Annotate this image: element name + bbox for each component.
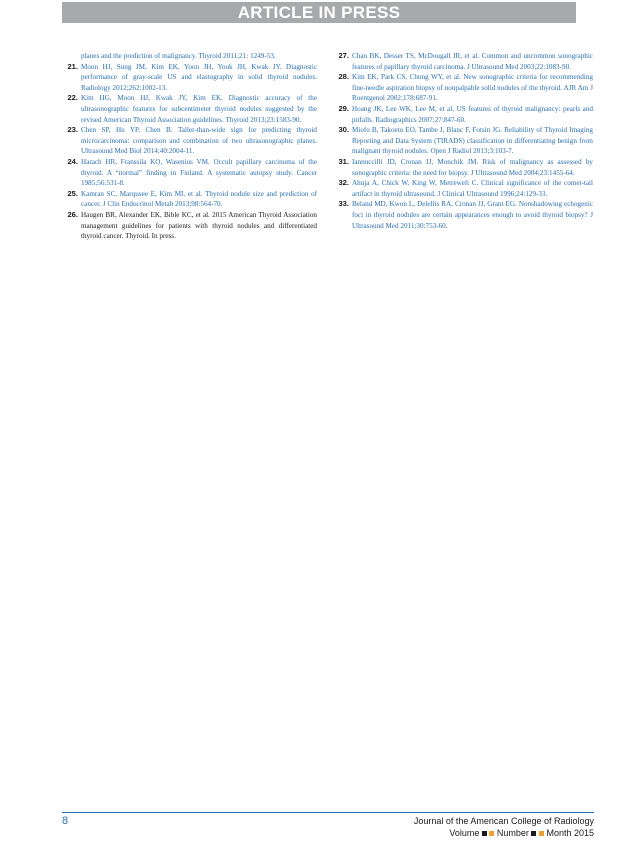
reference-link[interactable]: Kim EK, Park CS, Chung WY, et al. New sonographic criteria for recommending fine-needle aspiration biopsy of nonpalpable solid nodules of the thyroid. AJR Am J Roentgenol 2002;178:687-91.	[352, 73, 593, 103]
issue-line	[414, 827, 594, 839]
reference-link[interactable]: Moon HJ, Sung JM, Kim EK, Yoon JH, Youk JH, Kwak JY. Diagnostic performance of gray-scale US and elastography in solid thyroid nodules. Radiology 2012;262:1002-13.	[81, 62, 317, 92]
reference-number: 24.	[67, 156, 78, 166]
reference-number: 27.	[338, 51, 349, 60]
reference-item	[333, 199, 593, 231]
reference-number: 32.	[338, 178, 349, 188]
reference-item	[62, 62, 317, 94]
reference-link[interactable]: Harach HR, Franssila KO, Wasenius VM. Occult papillary carcinoma of the thyroid. A “normal” finding in Finland. A systematic autopsy study. Cancer 1985;56:531-8.	[81, 157, 317, 188]
reference-link[interactable]: Hoang JK, Lee WK, Lee M, et al. US features of thyroid malignancy: pearls and pitfalls. Radiographics 2007;27:847-60.	[352, 104, 593, 124]
reference-item	[62, 189, 317, 210]
reference-link[interactable]: Beland MD, Kwon L, Delellis RA, Cronan JJ, Grant EG. Nonshadowing echogenic foci in thyroid nodules are certain appearances enough to avoid thyroid biopsy? J Ultrasound Med 2011;30:753-60.	[352, 200, 593, 230]
reference-item	[333, 157, 593, 178]
journal-info	[414, 815, 594, 839]
page-number: 8	[62, 815, 69, 827]
reference-item	[62, 93, 317, 125]
reference-number: 30.	[338, 125, 349, 135]
volume-label: Volume	[449, 828, 480, 838]
reference-number: 21.	[67, 61, 78, 71]
reference-link[interactable]: Chan BK, Desser TS, McDougall IR, et al. Common and uncommon sonographic features of papillary thyroid carcinoma. J Ultrasound Med 2003;22:1083-90.	[352, 52, 593, 71]
reference-number: 31.	[338, 156, 349, 166]
article-in-press-banner: ARTICLE IN PRESS	[62, 2, 576, 23]
reference-item	[333, 125, 593, 157]
reference-number: 23.	[67, 125, 78, 135]
reference-item	[333, 178, 593, 199]
reference-number: 29.	[338, 103, 349, 113]
reference-continuation	[62, 51, 317, 62]
reference-number: 25.	[67, 188, 78, 198]
reference-item	[333, 104, 593, 125]
references-left-column	[62, 51, 317, 242]
reference-item	[333, 72, 593, 104]
placeholder-square-icon	[489, 831, 494, 836]
placeholder-square-icon	[531, 831, 536, 836]
reference-number: 33.	[338, 199, 349, 209]
reference-continuation-text[interactable]: planes and the prediction of malignancy. Thyroid 2011;21: 1249-53.	[81, 52, 276, 60]
placeholder-square-icon	[539, 831, 544, 836]
month-label: Month 2015	[546, 828, 594, 838]
reference-link[interactable]: Chen SP, Hu YP, Chen B. Taller-than-wide sign for predicting thyroid microcarcinoma: comparison and combination of two ultrasonographic planes. Ultrasound Med Biol 2014;40:2004-11.	[81, 126, 317, 156]
references-right-column	[333, 51, 593, 231]
reference-link[interactable]: Kamran SC, Marqusee E, Kim MI, et al. Thyroid nodule size and prediction of cancer. J Clin Endocrinol Metab 2013;98:564-70.	[81, 189, 317, 209]
journal-name: Journal of the American College of Radiology	[413, 816, 594, 826]
reference-item	[333, 51, 593, 72]
reference-number: 26.	[67, 209, 78, 219]
reference-text: Haugen BR, Alexander EK, Bible KC, et al. 2015 American Thyroid Association management guidelines for patients with thyroid nodules and differentiated thyroid cancer. Thyroid. In press.	[81, 210, 317, 241]
reference-link[interactable]: Ahuja A, Chick W, King W, Metreweli C. Clinical significance of the comet-tail artifact in thyroid ultrasound. J Clinical Ultrasound 1996;24:129-33.	[352, 179, 593, 198]
footer-divider	[62, 812, 594, 813]
reference-item	[62, 210, 317, 242]
reference-item	[62, 125, 317, 157]
reference-link[interactable]: Iannuccilli JD, Cronan JJ, Monchik JM. Risk of malignancy as assessed by sonographic criteria: the need for biopsy. J Ultrasound Med 2004;23:1455-64.	[352, 157, 593, 177]
number-label: Number	[496, 828, 529, 838]
reference-number: 22.	[67, 93, 78, 103]
reference-link[interactable]: Kim HG, Moon HJ, Kwak JY, Kim EK. Diagnostic accuracy of the ultrasonographic features for subcentimeter thyroid nodules suggested by the revised American Thyroid Association guidelines. Thyroid 2013;23:1583-90.	[81, 94, 317, 124]
reference-link[interactable]: Miofo B, Takoeto EO, Tambe J, Blanc F, Fotsin JG. Reliability of Thyroid Imaging Reporting and Data System (TIRADS) classification in differentiating benign from malignant thyroid nodules. Open J Radiol 2013;3:103-7.	[352, 126, 593, 156]
placeholder-square-icon	[482, 831, 487, 836]
reference-number: 28.	[338, 72, 349, 82]
reference-item	[62, 157, 317, 189]
